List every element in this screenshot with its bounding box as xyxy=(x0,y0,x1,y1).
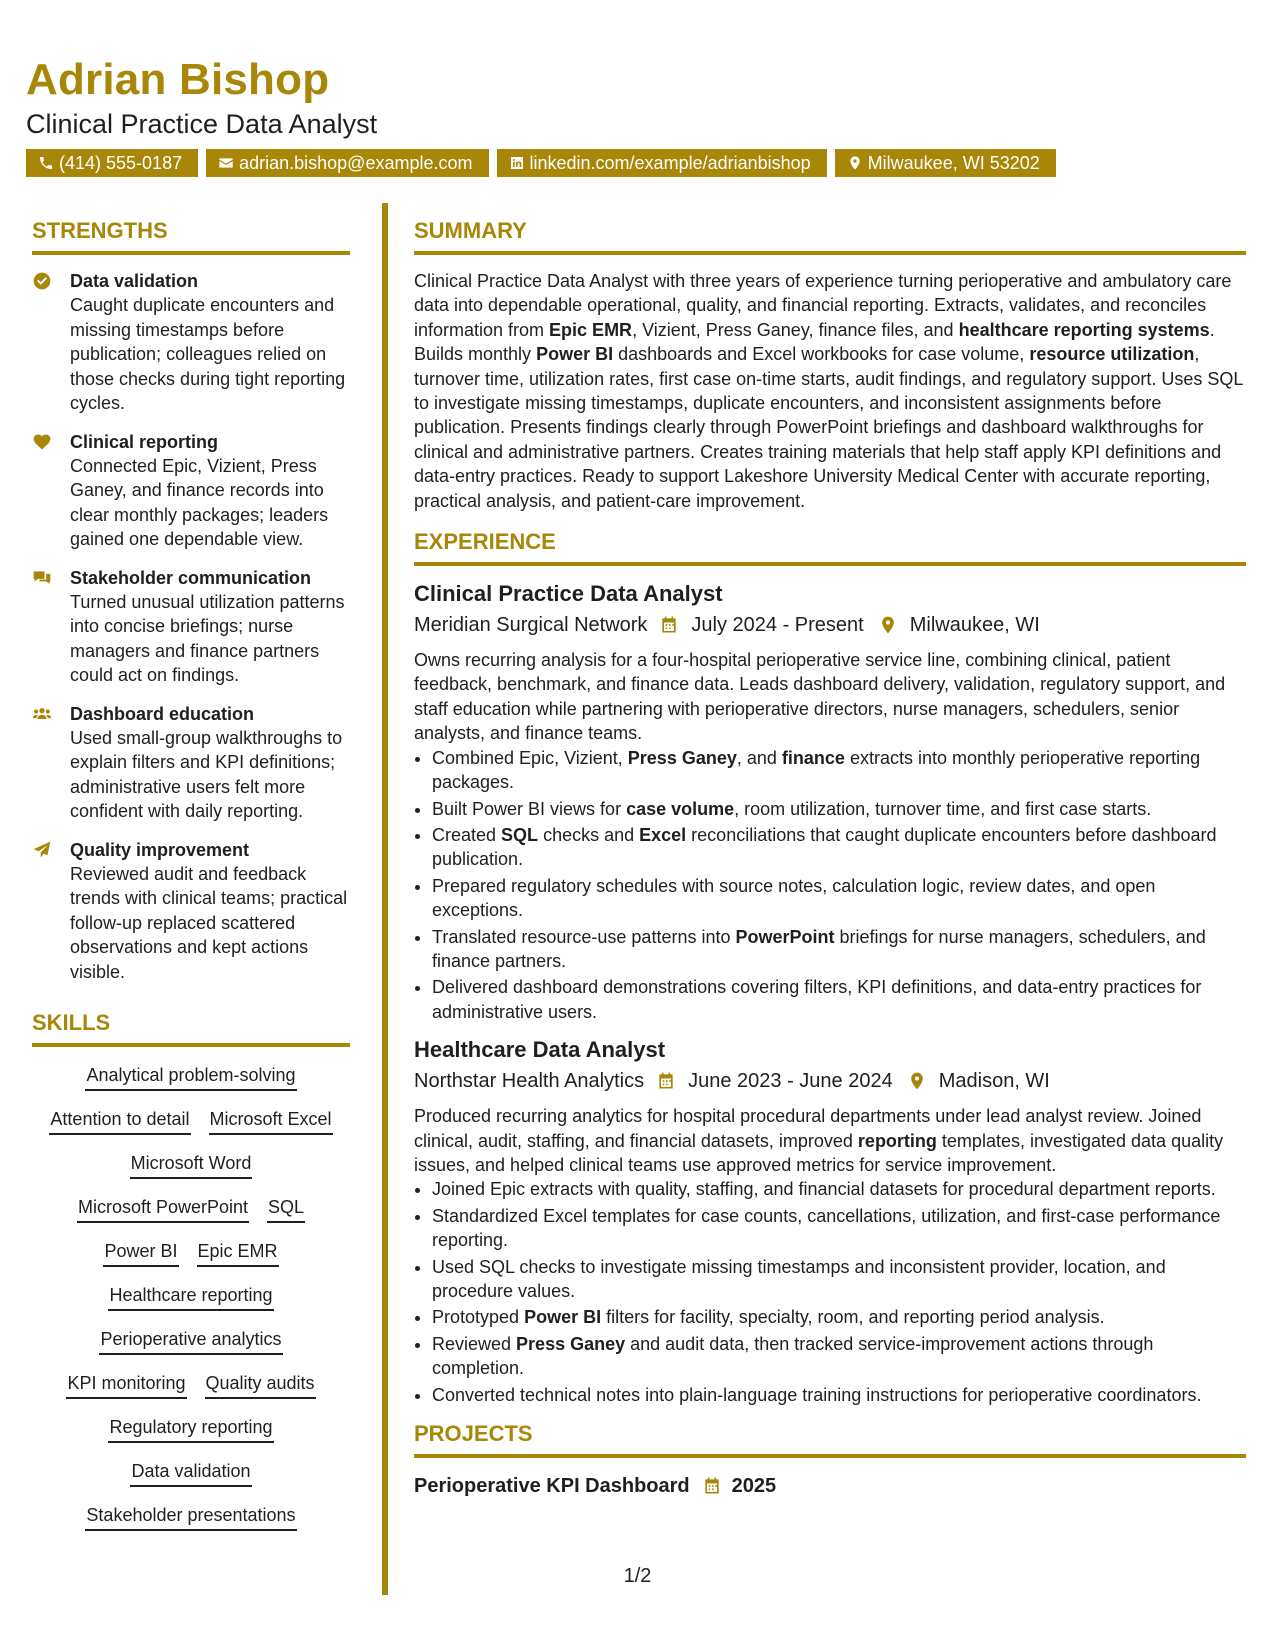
candidate-role: Clinical Practice Data Analyst xyxy=(26,109,378,139)
contact-linkedin-text: linkedin.com/example/adrianbishop xyxy=(529,152,811,173)
job-bullet: • Standardized Excel templates for case counts, cancellations, utilization, and first-case performance reporting. xyxy=(432,1204,1246,1253)
job-bullet: • Translated resource-use patterns into PowerPoint briefings for nurse managers, schedulers, and finance partners. xyxy=(432,925,1246,974)
skill-tag: KPI monitoring xyxy=(66,1371,186,1399)
map-pin-icon xyxy=(847,155,863,171)
map-pin-icon xyxy=(878,615,898,635)
skill-tag: Regulatory reporting xyxy=(108,1415,273,1443)
contact-phone[interactable] xyxy=(26,149,198,177)
skill-tag: Data validation xyxy=(130,1459,251,1487)
calendar-icon xyxy=(659,615,679,635)
left-column xyxy=(32,206,350,1547)
strength-title: Quality improvement xyxy=(70,839,250,860)
strength-desc: Connected Epic, Vizient, Press Ganey, and finance records into clear monthly packages; leaders gained one dependable view. xyxy=(70,455,329,549)
skills-list xyxy=(32,1063,350,1531)
strength-title: Stakeholder communication xyxy=(70,567,312,588)
skill-tag: Microsoft Word xyxy=(130,1151,253,1179)
right-column xyxy=(414,206,1246,1500)
strength-item xyxy=(32,269,350,416)
job-location: Madison, WI xyxy=(938,1070,1050,1093)
job-bullet: • Prototyped Power BI filters for facility, specialty, room, and reporting period analysis. xyxy=(432,1305,1246,1329)
job-title: Clinical Practice Data Analyst xyxy=(414,581,723,607)
skill-tag: Healthcare reporting xyxy=(108,1283,273,1311)
contact-location xyxy=(835,149,1056,177)
check-circle-icon xyxy=(32,271,52,291)
calendar-icon xyxy=(702,1476,722,1496)
paper-plane-icon xyxy=(32,840,52,860)
job-entry xyxy=(414,580,1246,1024)
contact-email-text: adrian.bishop@example.com xyxy=(239,152,473,173)
column-divider xyxy=(382,203,388,1595)
job-meta xyxy=(414,610,1246,640)
job-company: Meridian Surgical Network xyxy=(414,614,648,637)
strength-item xyxy=(32,566,350,688)
strength-item xyxy=(32,430,350,552)
comments-icon xyxy=(32,568,52,588)
job-bullets xyxy=(414,746,1246,1024)
job-bullet: • Converted technical notes into plain-language training instructions for perioperative coordinators. xyxy=(432,1383,1246,1407)
skill-tag: Power BI xyxy=(103,1239,178,1267)
job-location: Milwaukee, WI xyxy=(909,614,1040,637)
job-bullets xyxy=(414,1177,1246,1407)
project-name: Perioperative KPI Dashboard xyxy=(414,1475,690,1498)
job-company: Northstar Health Analytics xyxy=(414,1070,645,1093)
job-bullet: • Created SQL checks and Excel reconciliations that caught duplicate encounters before dashboard publication. xyxy=(432,823,1246,872)
job-bullet: • Joined Epic extracts with quality, staffing, and financial datasets for procedural department reports. xyxy=(432,1177,1246,1201)
job-description: Produced recurring analytics for hospital procedural departments under lead analyst review. Joined clinical, audit, staffing, and financial datasets, improved reporting templates, investigated data quality issues, and helped clinical teams use approved metrics for service improvement. xyxy=(414,1106,1224,1175)
contact-location-text: Milwaukee, WI 53202 xyxy=(867,152,1040,173)
strength-item xyxy=(32,702,350,824)
job-meta xyxy=(414,1066,1246,1096)
map-pin-icon xyxy=(907,1071,927,1091)
skill-tag: Perioperative analytics xyxy=(99,1327,282,1355)
skill-tag: Epic EMR xyxy=(197,1239,279,1267)
job-dates: July 2024 - Present xyxy=(691,614,864,637)
skill-tag: Attention to detail xyxy=(49,1107,190,1135)
job-dates: June 2023 - June 2024 xyxy=(688,1070,893,1093)
skills-heading: SKILLS xyxy=(32,998,350,1047)
job-entry xyxy=(414,1036,1246,1407)
project-year: 2025 xyxy=(731,1475,777,1498)
resume-header xyxy=(26,55,1235,177)
job-title: Healthcare Data Analyst xyxy=(414,1037,666,1063)
summary-text: Clinical Practice Data Analyst with three years of experience turning perioperative and ambulatory care data into dependable operational, quality, and financial reporting. Extracts, validates, and reconciles information from Epic EMR, Vizient, Press Ganey, finance files, and healthcare reporting systems. Builds monthly Power BI dashboards and Excel workbooks for case volume, resource utilization, turnover time, utilization rates, first case on-time starts, audit findings, and regulatory support. Uses SQL to investigate missing timestamps, duplicate encounters, and inconsistent assignments before publication. Presents findings clearly through PowerPoint briefings and dashboard walkthroughs for clinical and administrative partners. Creates training materials that help staff apply KPI definitions and data-entry practices. Ready to support Lakeshore University Medical Center with accurate reporting, practical analysis, and patient-care improvement. xyxy=(414,271,1243,511)
strength-desc: Turned unusual utilization patterns into concise briefings; nurse managers and finance partners could act on findings. xyxy=(70,591,345,685)
project-entry xyxy=(414,1472,1246,1500)
job-bullet: • Used SQL checks to investigate missing timestamps and inconsistent provider, location, and procedure values. xyxy=(432,1255,1246,1304)
page-number: 1/2 xyxy=(623,1565,652,1587)
strength-title: Data validation xyxy=(70,271,199,291)
skill-tag: Analytical problem-solving xyxy=(85,1063,296,1091)
skill-tag: Microsoft PowerPoint xyxy=(77,1195,249,1223)
strength-title: Dashboard education xyxy=(70,703,255,724)
strength-desc: Used small-group walkthroughs to explain filters and KPI definitions; administrative users felt more confident with daily reporting. xyxy=(70,727,343,821)
job-bullet: • Delivered dashboard demonstrations covering filters, KPI definitions, and data-entry practices for administrative users. xyxy=(432,975,1246,1024)
job-description: Owns recurring analysis for a four-hospital perioperative service line, combining clinical, patient feedback, benchmark, and finance data. Leads dashboard delivery, validation, regulatory support, and staff education while partnering with perioperative directors, nurse managers, schedulers, senior analysts, and finance teams. xyxy=(414,650,1226,744)
candidate-name: Adrian Bishop xyxy=(26,55,330,104)
summary-heading: SUMMARY xyxy=(414,206,1246,255)
experience-heading: EXPERIENCE xyxy=(414,517,1246,566)
phone-icon xyxy=(38,155,54,171)
contact-linkedin[interactable] xyxy=(497,149,827,177)
calendar-icon xyxy=(656,1071,676,1091)
contact-email[interactable] xyxy=(206,149,488,177)
users-icon xyxy=(32,704,52,724)
projects-heading: PROJECTS xyxy=(414,1419,1246,1458)
contact-phone-text: (414) 555-0187 xyxy=(59,152,183,173)
heart-icon xyxy=(32,432,52,452)
job-bullet: • Combined Epic, Vizient, Press Ganey, and finance extracts into monthly perioperative reporting packages. xyxy=(432,746,1246,795)
skill-tag: Microsoft Excel xyxy=(209,1107,333,1135)
strength-desc: Caught duplicate encounters and missing timestamps before publication; colleagues relied on those checks during tight reporting cycles. xyxy=(70,295,346,413)
job-bullet: • Reviewed Press Ganey and audit data, then tracked service-improvement actions through completion. xyxy=(432,1332,1246,1381)
strength-item xyxy=(32,838,350,985)
job-bullet: • Built Power BI views for case volume, room utilization, turnover time, and first case starts. xyxy=(432,797,1246,821)
strength-desc: Reviewed audit and feedback trends with clinical teams; practical follow-up replaced scattered observations and kept actions visible. xyxy=(70,863,348,982)
skill-tag: Stakeholder presentations xyxy=(85,1503,296,1531)
strength-title: Clinical reporting xyxy=(70,431,219,452)
envelope-icon xyxy=(218,155,234,171)
job-bullet: • Prepared regulatory schedules with source notes, calculation logic, review dates, and open exceptions. xyxy=(432,874,1246,923)
contact-bar xyxy=(26,149,1235,177)
linkedin-icon xyxy=(509,155,525,171)
strengths-heading: STRENGTHS xyxy=(32,206,350,255)
skill-tag: Quality audits xyxy=(205,1371,316,1399)
skill-tag: SQL xyxy=(267,1195,305,1223)
